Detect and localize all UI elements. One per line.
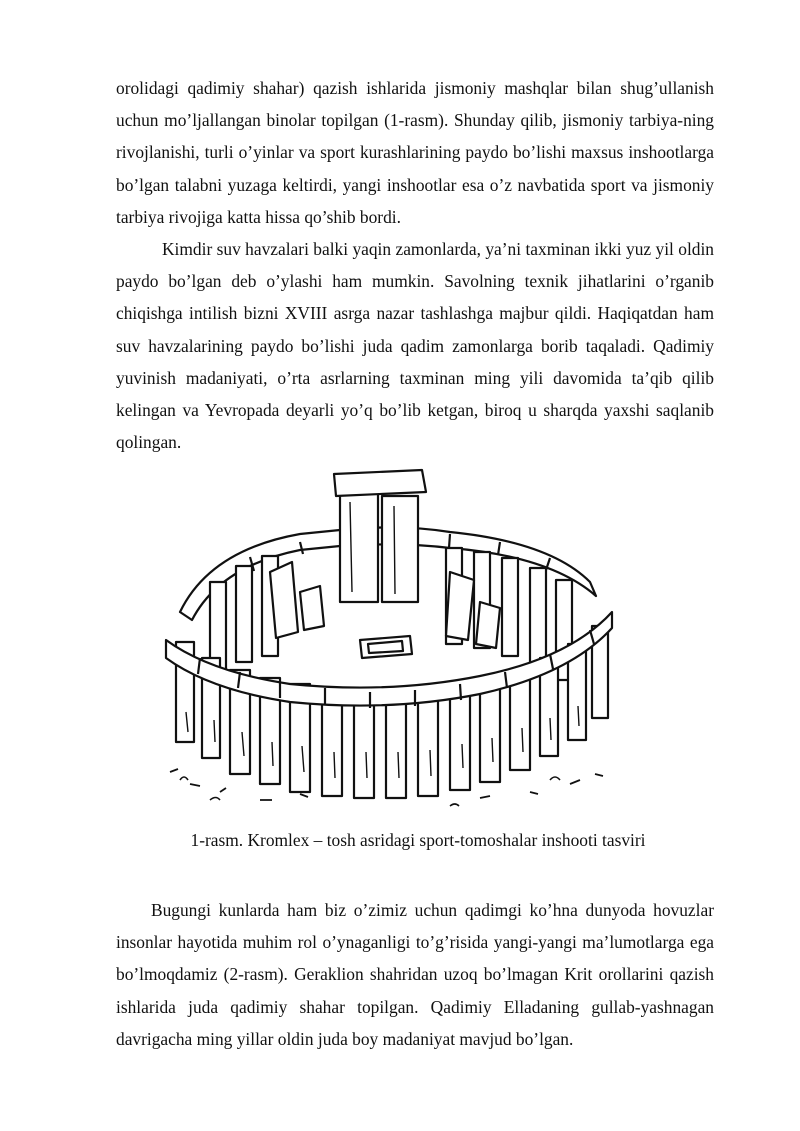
figure-cromlech-illustration	[150, 462, 620, 822]
paragraph: Kimdir suv havzalari balki yaqin zamonlarda, ya’ni taxminan ikki yuz yil oldin paydo bo’lgan deb o’ylashi ham mumkin. Savolning texnik jihatlarini o’rganib chiqishga intilish bizni XVIII asrga nazar tashlashga majbur qildi. Haqiqatdan ham suv havzalarining paydo bo’lishi juda qadim zamonlarga borib taqaladi. Qadimiy yuvinish madaniyati, o’rta asrlarning taxminan ming yili davomida ta’qib qilib kelingan va Yevropada deyarli yo’q bo’lib ketgan, biroq u sharqda yaxshi saqlanib qolingan.	[116, 239, 714, 453]
paragraph: orolidagi qadimiy shahar) qazish ishlarida jismoniy mashqlar bilan shug’ullanish uchun mo’ljallangan binolar topilgan (1-rasm). Shunday qilib, jismoniy tarbiya-ning rivojlanishi, turli o’yinlar va sport kurashlarining paydo bo’lishi maxsus inshootlarga bo’lgan talabni yuzaga keltirdi, yangi inshootlar esa o’z navbatida sport va jismoniy tarbiya rivojiga katta hissa qo’shib bordi.	[116, 78, 714, 227]
figure-caption: 1-rasm. Kromlex – tosh asridagi sport-tomoshalar inshooti tasviri	[190, 830, 646, 850]
text-block-top	[116, 72, 714, 458]
text-block-bottom	[116, 894, 714, 1055]
cromlech-drawing	[150, 462, 620, 822]
paragraph: Bugungi kunlarda ham biz o’zimiz uchun qadimgi ko’hna dunyoda hovuzlar insonlar hayotida muhim rol o’ynaganligi to’g’risida yangi-yangi ma’lumotlarga ega bo’lmoqdamiz (2-rasm). Geraklion shahridan uzoq bo’lmagan Krit orollarini qazish ishlarida juda qadimiy shahar topilgan. Qadimiy Elladaning gullab-yashnagan davrigacha ming yillar oldin juda boy madaniyat mavjud bo’lgan.	[116, 900, 714, 1049]
